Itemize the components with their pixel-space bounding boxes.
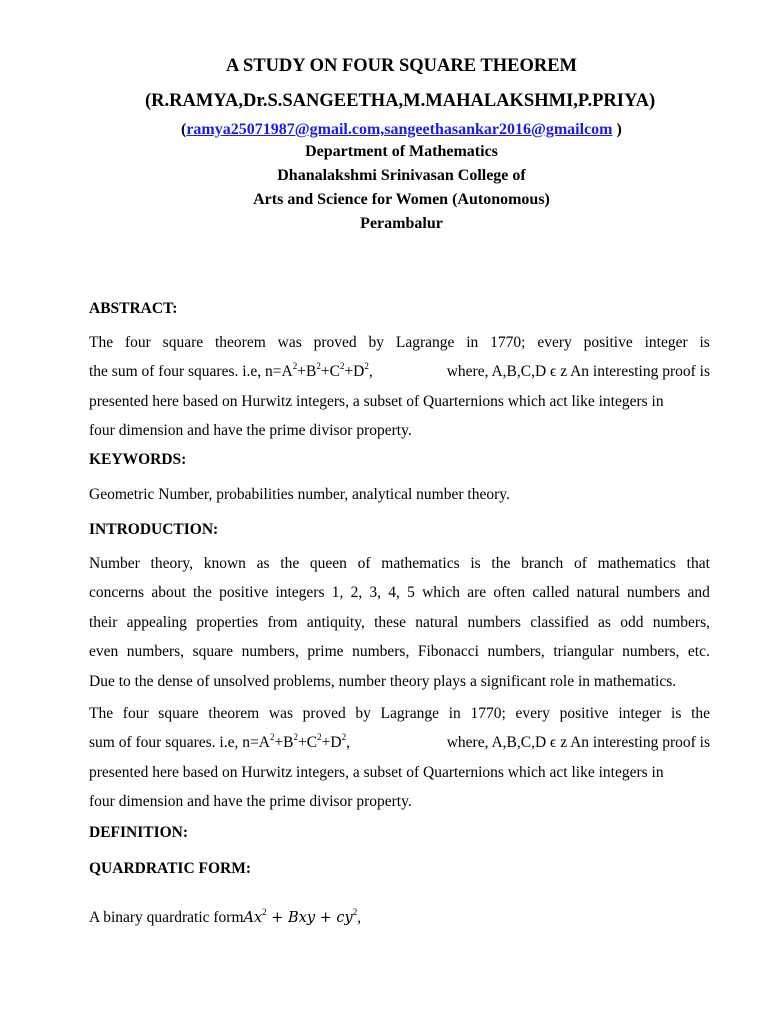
formula-bxy-cy2: + Bxy + cy — [266, 910, 353, 926]
intro2-line: presented here based on Hurwitz integers, a subset of Quarternions which act like integers in — [89, 763, 664, 781]
email-link[interactable]: ramya25071987@gmail.com,sangeethasankar2016@gmailcom — [186, 121, 613, 138]
paper-title: A STUDY ON FOUR SQUARE THEOREM — [225, 56, 578, 76]
intro-line: Due to the dense of unsolved problems, number theory plays a significant role in mathematics. — [89, 672, 677, 690]
author-emails — [181, 121, 622, 139]
abstract-heading: ABSTRACT: — [89, 300, 178, 317]
intro-line: Number theory, known as the queen of mathematics is the branch of mathematics that — [89, 555, 710, 572]
email-open-paren: ( — [181, 121, 187, 138]
abstract-line-formula: the sum of four squares. i.e, $n=A^2+B^2+C^2+D^2$, where, A,B,C,D ϵ z An interesting proof is — [89, 361, 710, 381]
introduction-paragraph-2 — [89, 699, 710, 817]
introduction-paragraph — [89, 549, 710, 696]
abstract-line: four dimension and have the prime divisor property. — [89, 422, 412, 440]
keywords-text: Geometric Number, probabilities number, analytical number theory. — [89, 486, 510, 503]
intro-line: even numbers, square numbers, prime numbers, Fibonacci numbers, triangular numbers, etc. — [89, 643, 710, 661]
introduction-heading: INTRODUCTION: — [89, 521, 219, 538]
affiliation-college-type: Arts and Science for Women (Autonomous) — [253, 191, 550, 208]
affiliation-city: Perambalur — [360, 215, 443, 232]
affiliation-college: Dhanalakshmi Srinivasan College of — [277, 167, 526, 184]
abstract-paragraph — [89, 328, 710, 446]
quadratic-form-heading: QUARDRATIC FORM: — [89, 860, 252, 877]
intro2-line: The four square theorem was proved by Lagrange in 1770; every positive integer is the — [89, 705, 710, 722]
affiliation-department: Department of Mathematics — [305, 143, 498, 160]
email-close-paren: ) — [612, 121, 622, 138]
intro-line: concerns about the positive integers 1, 2, 3, 4, 5 which are often called natural numbers and — [89, 584, 710, 602]
quadratic-form-text: A binary quardratic formAx$^2$ + Bxy + $cy^2$, — [89, 907, 362, 926]
abstract-line: presented here based on Hurwitz integers, a subset of Quarternions which act like integers in — [89, 392, 664, 410]
formula-ax2: Ax — [243, 910, 263, 926]
abstract-line: The four square theorem was proved by Lagrange in 1770; every positive integer is — [89, 334, 710, 351]
keywords-heading: KEYWORDS: — [89, 451, 187, 468]
author-list: (R.RAMYA,Dr.S.SANGEETHA,M.MAHALAKSHMI,P.PRIYA) — [145, 91, 656, 111]
intro2-line: four dimension and have the prime divisor property. — [89, 793, 412, 811]
intro2-line-formula: sum of four squares. i.e, $n=A^2+B^2+C^2+D^2$, where, A,B,C,D ϵ z An interesting proof is — [89, 732, 710, 752]
definition-heading: DEFINITION: — [89, 824, 189, 841]
intro-line: their appealing properties from antiquity, these natural numbers classified as odd numbers, — [89, 613, 710, 631]
